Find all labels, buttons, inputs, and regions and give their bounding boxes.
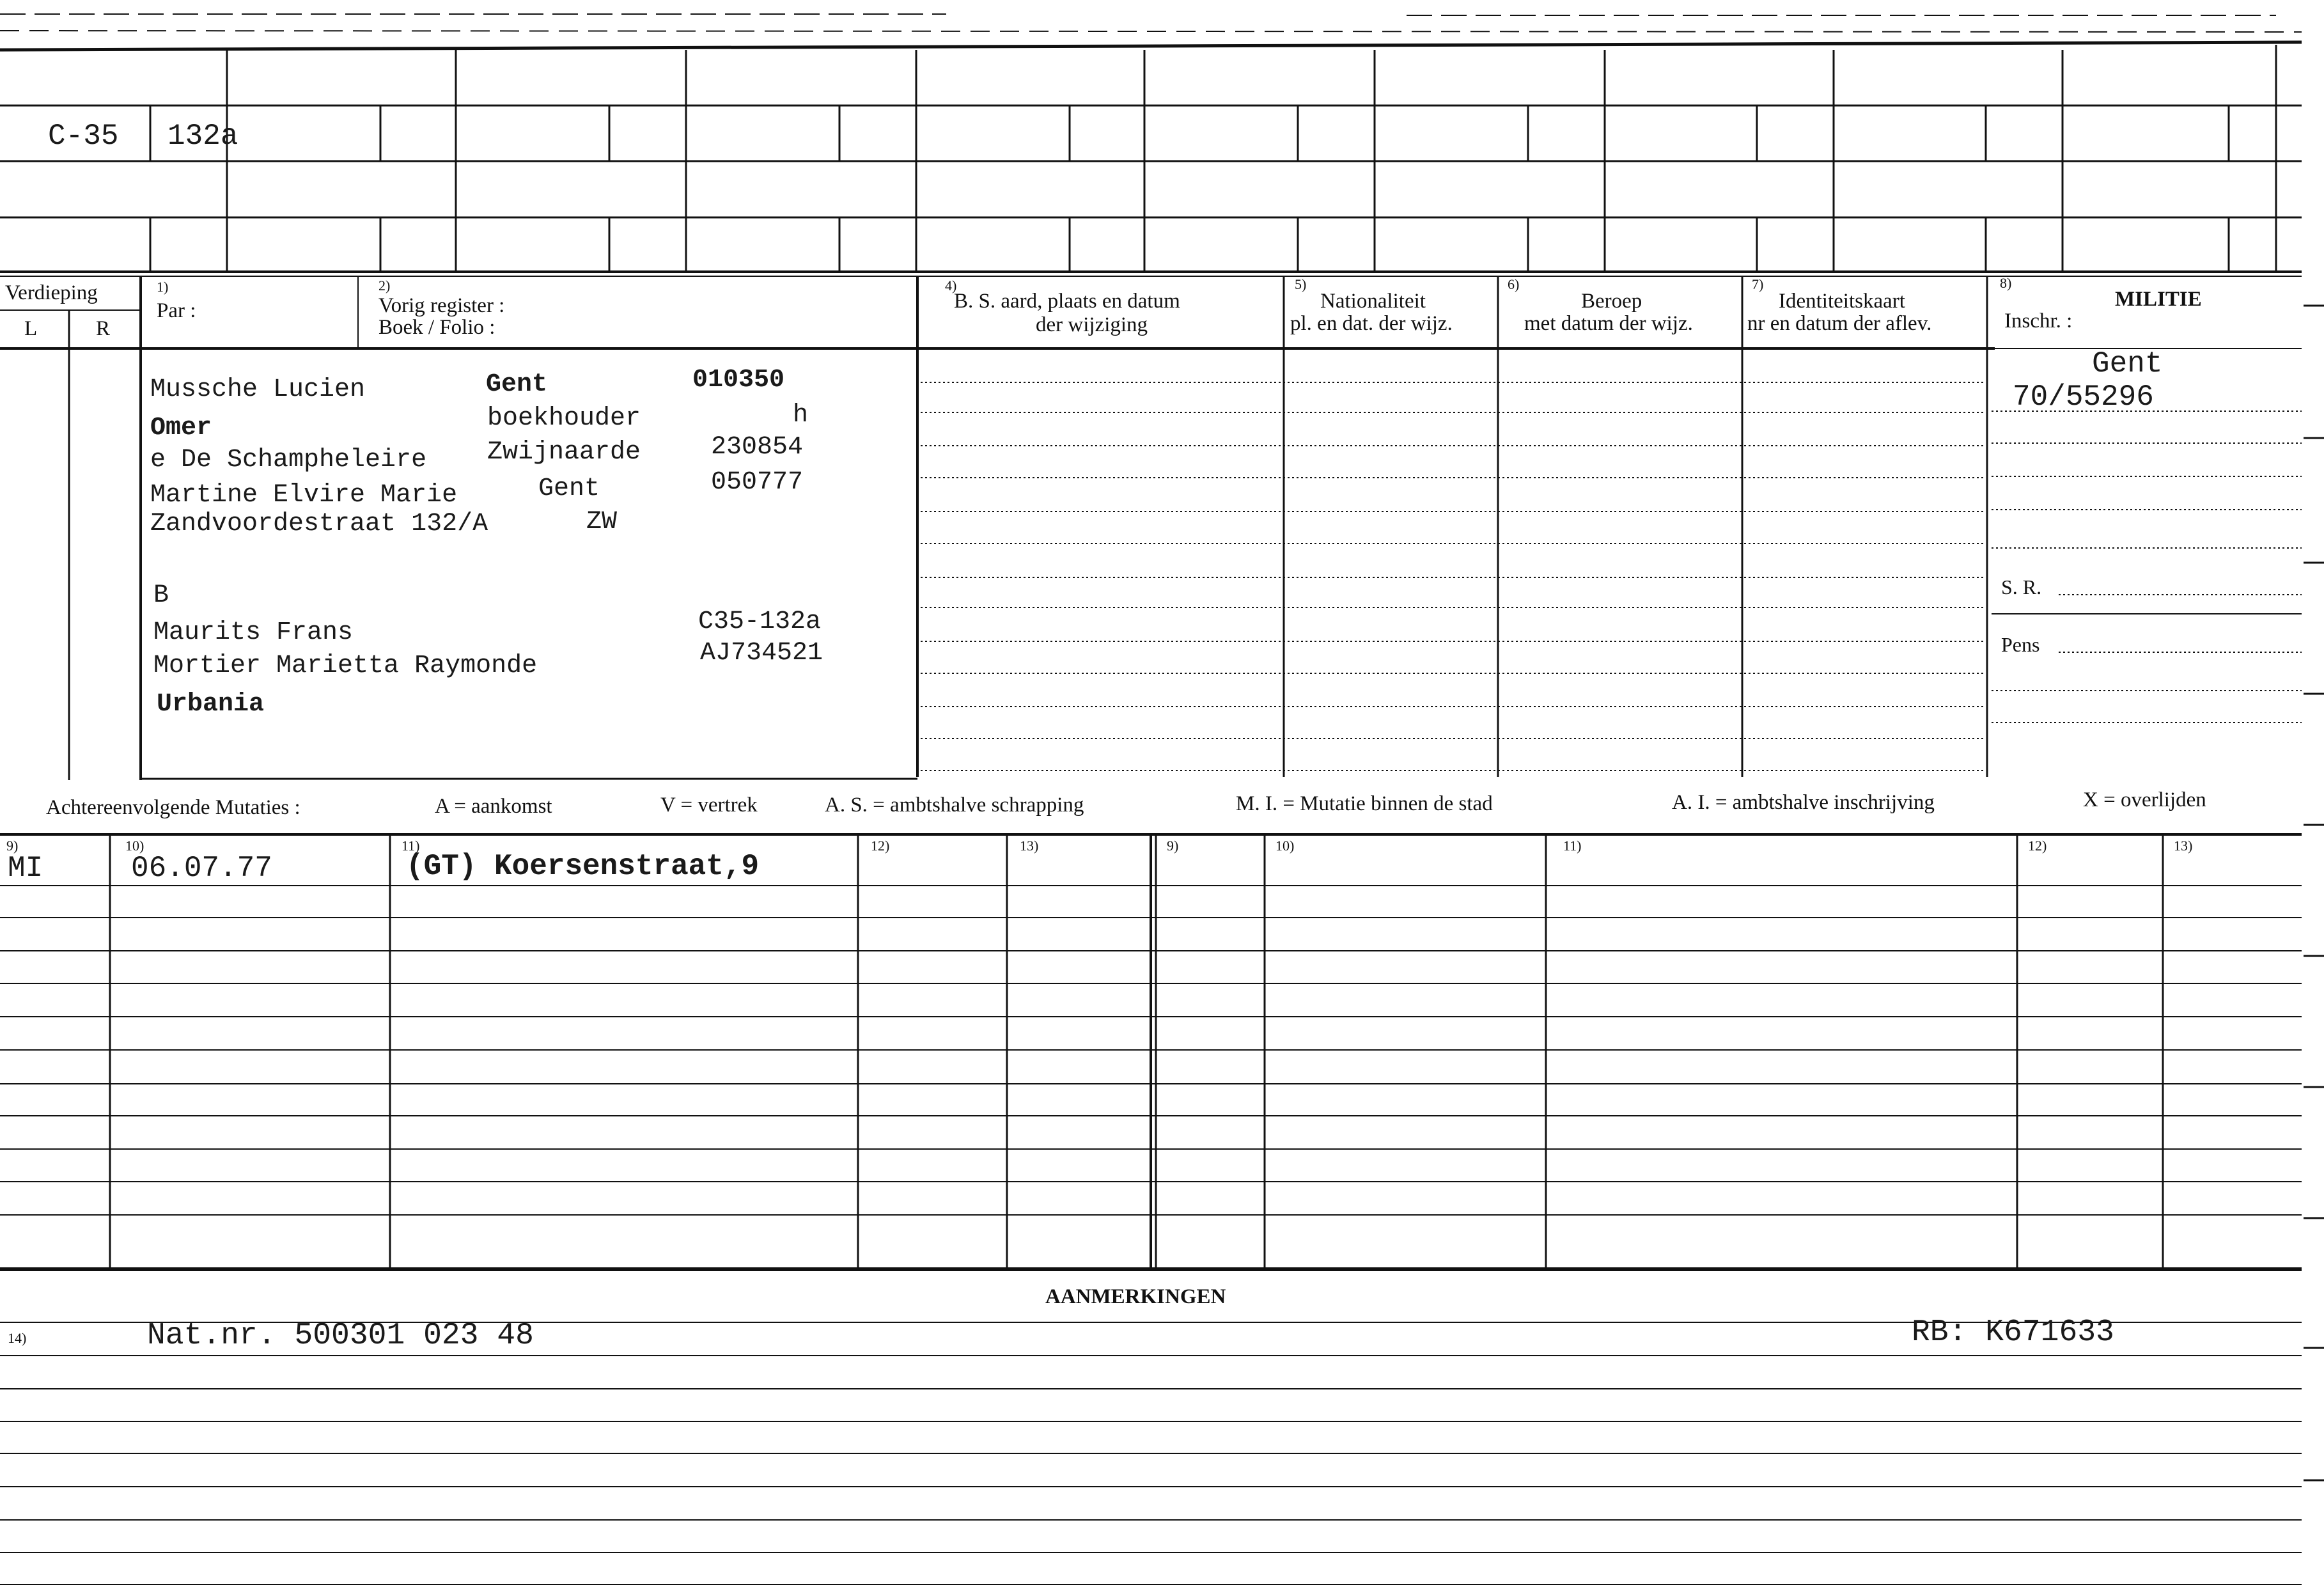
person-firstname-2: Omer <box>150 414 212 442</box>
mutations-legend-title: Achtereenvolgende Mutaties : <box>46 796 300 819</box>
national-number: Nat.nr. 500301 023 48 <box>147 1318 534 1353</box>
mutation-col-number: 12) <box>2028 838 2047 854</box>
military-label: MILITIE <box>2115 288 2202 311</box>
house-number: 132a <box>168 120 238 153</box>
field-number-14: 14) <box>8 1330 27 1346</box>
spouse-birth-date: 230854 <box>711 433 804 462</box>
legend-official-removal: A. S. = ambtshalve schrapping <box>825 794 1084 817</box>
birth-date: 010350 <box>692 366 785 395</box>
wijk-code: C-35 <box>48 120 119 153</box>
father-name: Maurits Frans <box>153 618 354 647</box>
floor-label: Verdieping <box>5 281 98 304</box>
mutation-col-number: 12) <box>871 838 890 854</box>
mutation-col-number: 9) <box>6 838 19 854</box>
sex-code: h <box>793 401 809 430</box>
field-number-8: 8) <box>2000 275 2012 291</box>
remarks-title: AANMERKINGEN <box>1045 1285 1226 1308</box>
military-place: Gent <box>2092 347 2163 380</box>
previous-register-label: Vorig register : <box>378 294 505 317</box>
floor-right-label: R <box>96 317 111 340</box>
id-card-label: Identiteitskaart <box>1779 290 1905 313</box>
mutation-date: 06.07.77 <box>131 852 272 885</box>
legend-official-registration: A. I. = ambtshalve inschrijving <box>1672 791 1935 814</box>
field-number-6: 6) <box>1508 276 1520 292</box>
spouse-place-2: Gent <box>538 474 600 503</box>
field-number-7: 7) <box>1752 276 1764 292</box>
book-folio-label: Boek / Folio : <box>378 316 495 339</box>
person-name: Mussche Lucien <box>150 375 366 404</box>
mutation-address: (GT) Koersenstraat,9 <box>406 850 760 883</box>
mother-name: Mortier Marietta Raymonde <box>153 652 538 680</box>
id-card-number: AJ734521 <box>700 639 823 668</box>
reference-code: C35-132a <box>698 607 822 636</box>
profession-label: Beroep <box>1581 290 1642 313</box>
household-code: B <box>153 581 169 610</box>
mutation-col-number: 11) <box>1563 838 1582 854</box>
mutation-col-number: 9) <box>1167 838 1179 854</box>
sr-label: S. R. <box>2001 575 2042 598</box>
id-card-label-2: nr en datum der aflev. <box>1747 312 1932 335</box>
field-number-5: 5) <box>1295 276 1307 292</box>
mutation-type: MI <box>8 852 43 885</box>
nationality-label: Nationaliteit <box>1320 290 1426 313</box>
mutation-col-number: 13) <box>2174 838 2193 854</box>
legend-departure: V = vertrek <box>660 794 758 817</box>
street-address: Zandvoordestraat 132/A <box>150 510 488 538</box>
profession-label-2: met datum der wijz. <box>1524 312 1693 335</box>
pens-label: Pens <box>2001 633 2040 656</box>
par-label: Par : <box>157 299 196 322</box>
mutation-col-number: 11) <box>402 838 420 854</box>
field-number-4: 4) <box>945 278 957 293</box>
district-code: ZW <box>586 508 618 536</box>
registration-label: Inschr. : <box>2004 309 2073 332</box>
civil-status-label: B. S. aard, plaats en datum <box>954 290 1180 313</box>
spouse-name: e De Schampheleire <box>150 446 427 474</box>
birth-place: Gent <box>486 370 548 399</box>
floor-left-label: L <box>24 317 38 340</box>
nationality-label-2: pl. en dat. der wijz. <box>1290 312 1453 335</box>
insurer: Urbania <box>157 690 265 719</box>
military-number: 70/55296 <box>2013 380 2154 414</box>
legend-death: X = overlijden <box>2083 788 2206 811</box>
legend-internal-move: M. I. = Mutatie binnen de stad <box>1236 792 1493 815</box>
civil-status-label-2: der wijziging <box>1036 313 1148 336</box>
mutation-col-number: 10) <box>125 838 144 854</box>
spouse-firstnames: Martine Elvire Marie <box>150 481 458 510</box>
mutation-col-number: 10) <box>1275 838 1295 854</box>
legend-arrival: A = aankomst <box>435 795 552 818</box>
rb-number: RB: K671633 <box>1912 1315 2114 1350</box>
spouse-birth-place: Zwijnaarde <box>487 438 641 467</box>
profession: boekhouder <box>487 404 641 433</box>
date-entry: 050777 <box>711 468 804 497</box>
field-number-1: 1) <box>157 279 169 295</box>
mutation-col-number: 13) <box>1020 838 1039 854</box>
field-number-2: 2) <box>378 278 391 293</box>
